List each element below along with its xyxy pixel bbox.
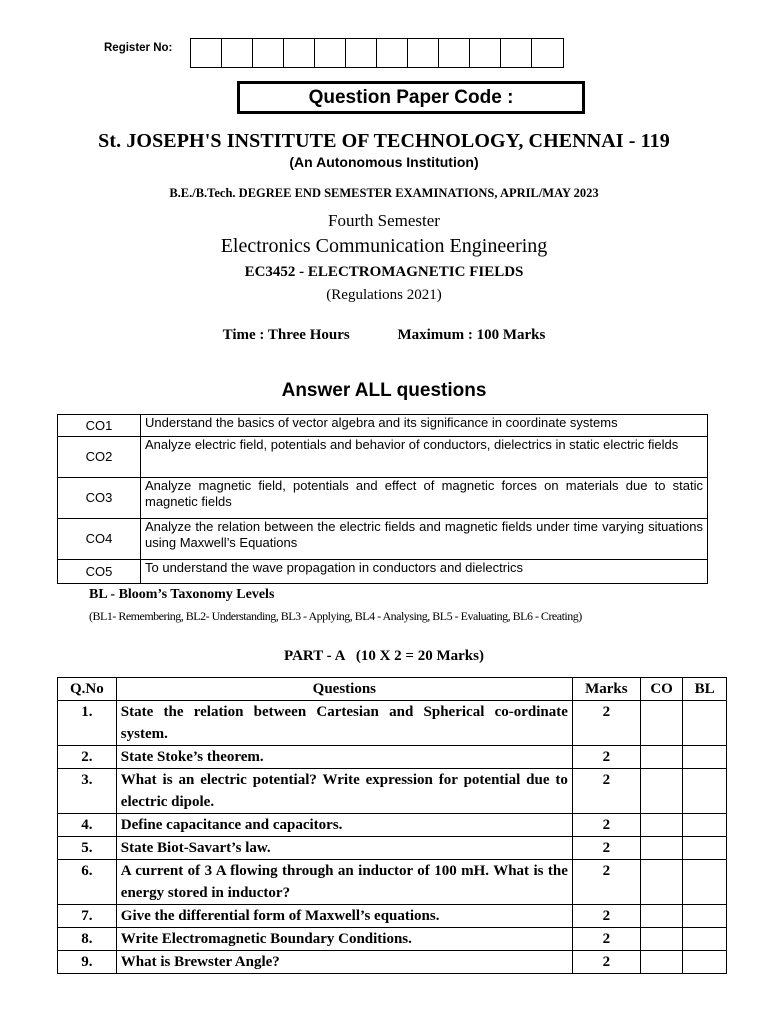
- question-bl-cell: [683, 701, 727, 746]
- course-outcome-id: CO1: [58, 415, 141, 437]
- course-outcomes-table: [57, 414, 708, 584]
- header-questions: Questions: [116, 678, 572, 701]
- question-row: [58, 860, 727, 905]
- question-marks: 2: [572, 928, 640, 951]
- register-digit-box[interactable]: [408, 39, 439, 67]
- question-co-cell: [640, 928, 683, 951]
- question-co-cell: [640, 905, 683, 928]
- course-outcome-description: Analyze electric field, potentials and behavior of conductors, dielectrics in static electric fields: [141, 437, 708, 478]
- question-bl-cell: [683, 860, 727, 905]
- question-number: 1.: [58, 701, 117, 746]
- register-digit-box[interactable]: [532, 39, 563, 67]
- question-marks: 2: [572, 746, 640, 769]
- course-outcome-row: [58, 437, 708, 478]
- questions-table-header: [58, 678, 727, 701]
- course-outcome-row: [58, 519, 708, 560]
- register-digit-box[interactable]: [315, 39, 346, 67]
- header-marks: Marks: [572, 678, 640, 701]
- question-number: 8.: [58, 928, 117, 951]
- question-marks: 2: [572, 701, 640, 746]
- question-co-cell: [640, 701, 683, 746]
- course-outcome-id: CO3: [58, 478, 141, 519]
- regulations: (Regulations 2021): [326, 287, 442, 303]
- bloom-taxonomy-title: BL - Bloom’s Taxonomy Levels: [89, 587, 275, 602]
- question-text: A current of 3 A flowing through an inductor of 100 mH. What is the energy stored in inductor?: [116, 860, 572, 905]
- answer-all-heading: Answer ALL questions: [281, 380, 487, 401]
- question-co-cell: [640, 951, 683, 974]
- exam-title: B.E./B.Tech. DEGREE END SEMESTER EXAMINATIONS, APRIL/MAY 2023: [169, 186, 599, 200]
- question-text: State Stoke’s theorem.: [116, 746, 572, 769]
- question-text: Give the differential form of Maxwell’s equations.: [116, 905, 572, 928]
- course-outcome-description: Analyze magnetic field, potentials and effect of magnetic forces on materials due to static magnetic fields: [141, 478, 708, 519]
- question-row: [58, 746, 727, 769]
- course-title: EC3452 - ELECTROMAGNETIC FIELDS: [244, 264, 524, 280]
- question-number: 3.: [58, 769, 117, 814]
- question-co-cell: [640, 769, 683, 814]
- register-digit-box[interactable]: [501, 39, 532, 67]
- institution-name: St. JOSEPH'S INSTITUTE OF TECHNOLOGY, CHENNAI - 119: [98, 130, 670, 152]
- question-row: [58, 905, 727, 928]
- question-marks: 2: [572, 905, 640, 928]
- register-number-label: Register No:: [104, 42, 173, 54]
- question-row: [58, 928, 727, 951]
- question-number: 4.: [58, 814, 117, 837]
- question-paper-code-box: Question Paper Code :: [237, 81, 585, 114]
- register-digit-box[interactable]: [253, 39, 284, 67]
- question-co-cell: [640, 746, 683, 769]
- register-number-boxes[interactable]: [190, 38, 564, 68]
- register-digit-box[interactable]: [439, 39, 470, 67]
- question-marks: 2: [572, 860, 640, 905]
- course-outcome-row: [58, 478, 708, 519]
- question-text: Define capacitance and capacitors.: [116, 814, 572, 837]
- header-co: CO: [640, 678, 683, 701]
- question-co-cell: [640, 860, 683, 905]
- question-co-cell: [640, 814, 683, 837]
- question-number: 9.: [58, 951, 117, 974]
- course-outcome-description: To understand the wave propagation in conductors and dielectrics: [141, 560, 708, 584]
- question-bl-cell: [683, 905, 727, 928]
- question-row: [58, 951, 727, 974]
- question-bl-cell: [683, 951, 727, 974]
- question-text: Write Electromagnetic Boundary Conditions.: [116, 928, 572, 951]
- part-a-heading: [0, 648, 768, 665]
- question-marks: 2: [572, 814, 640, 837]
- header-bl: BL: [683, 678, 727, 701]
- question-bl-cell: [683, 769, 727, 814]
- question-bl-cell: [683, 814, 727, 837]
- register-digit-box[interactable]: [470, 39, 501, 67]
- question-row: [58, 837, 727, 860]
- course-outcome-id: CO2: [58, 437, 141, 478]
- course-outcome-row: [58, 415, 708, 437]
- question-bl-cell: [683, 837, 727, 860]
- question-bl-cell: [683, 928, 727, 951]
- question-text: What is Brewster Angle?: [116, 951, 572, 974]
- course-outcome-id: CO5: [58, 560, 141, 584]
- register-digit-box[interactable]: [222, 39, 253, 67]
- header-qno: Q.No: [58, 678, 117, 701]
- question-number: 2.: [58, 746, 117, 769]
- course-outcome-row: [58, 560, 708, 584]
- question-number: 6.: [58, 860, 117, 905]
- question-bl-cell: [683, 746, 727, 769]
- question-row: [58, 701, 727, 746]
- register-digit-box[interactable]: [346, 39, 377, 67]
- autonomous-note: (An Autonomous Institution): [289, 154, 479, 170]
- question-text: State the relation between Cartesian and Spherical co-ordinate system.: [116, 701, 572, 746]
- question-text: What is an electric potential? Write expression for potential due to electric dipole.: [116, 769, 572, 814]
- department: Electronics Communication Engineering: [220, 235, 548, 257]
- question-marks: 2: [572, 769, 640, 814]
- questions-table: [57, 677, 727, 974]
- question-marks: 2: [572, 837, 640, 860]
- course-outcome-description: Understand the basics of vector algebra and its significance in coordinate systems: [141, 415, 708, 437]
- semester: Fourth Semester: [328, 211, 440, 230]
- question-co-cell: [640, 837, 683, 860]
- part-a-title: PART - A (10 X 2 = 20 Marks): [284, 648, 484, 664]
- question-number: 7.: [58, 905, 117, 928]
- register-digit-box[interactable]: [191, 39, 222, 67]
- register-digit-box[interactable]: [284, 39, 315, 67]
- time-label: Time : Three Hours: [222, 327, 350, 343]
- maximum-marks-label: Maximum : 100 Marks: [397, 327, 546, 343]
- question-row: [58, 814, 727, 837]
- course-outcome-id: CO4: [58, 519, 141, 560]
- question-row: [58, 769, 727, 814]
- time-and-marks: [0, 327, 768, 344]
- question-marks: 2: [572, 951, 640, 974]
- course-outcome-description: Analyze the relation between the electric fields and magnetic fields under time varying situations using Maxwell’s Equations: [141, 519, 708, 560]
- question-text: State Biot-Savart’s law.: [116, 837, 572, 860]
- question-number: 5.: [58, 837, 117, 860]
- bloom-taxonomy-levels: (BL1- Remembering, BL2- Understanding, BL3 - Applying, BL4 - Analysing, BL5 - Evaluating, BL6 - Creating): [89, 609, 582, 623]
- register-digit-box[interactable]: [377, 39, 408, 67]
